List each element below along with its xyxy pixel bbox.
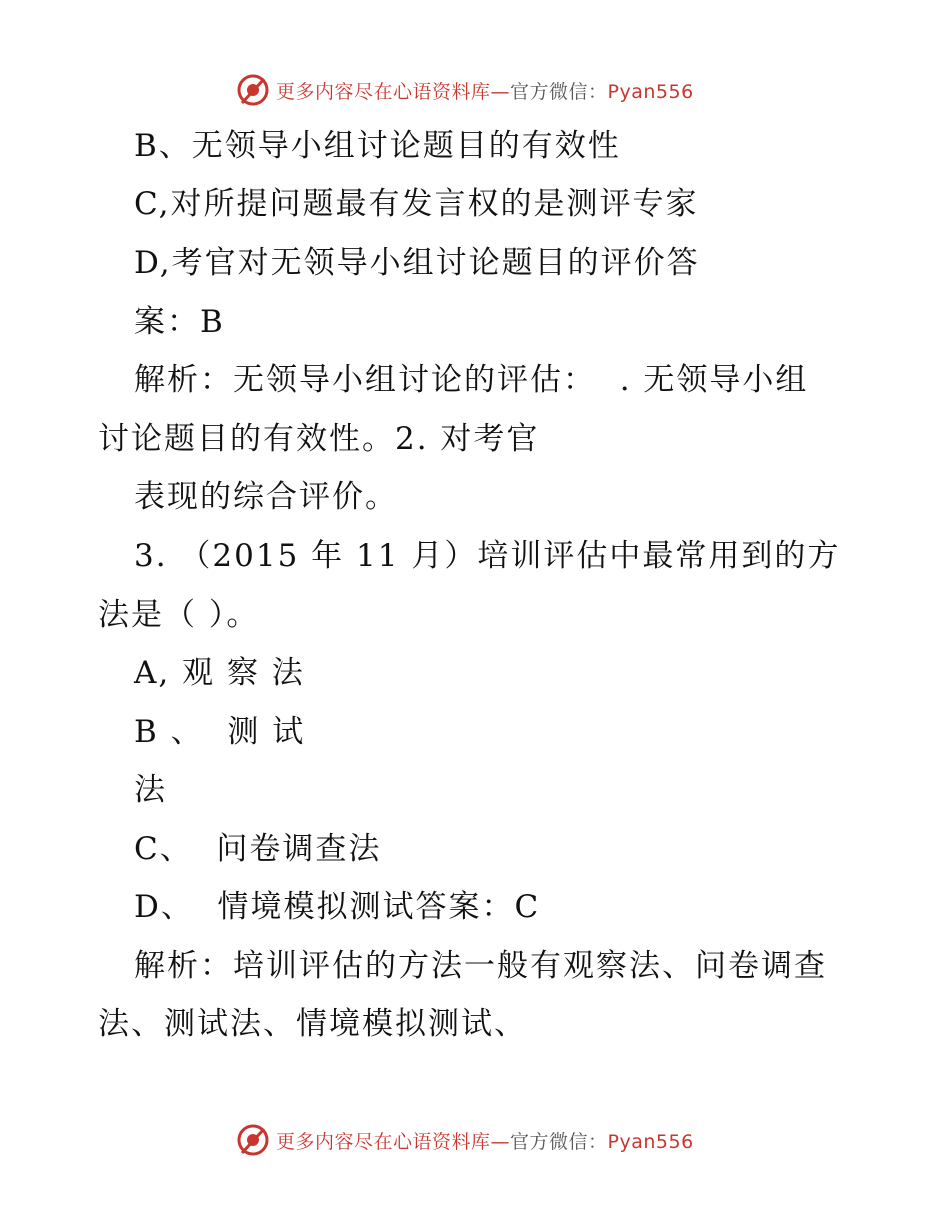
header-brand: 更多内容尽在心语资料库 — [276, 80, 491, 103]
text-line: B、无领导小组讨论题目的有效性 — [134, 128, 621, 164]
text-line: C、 问卷调查法 — [134, 831, 382, 867]
footer-dash: — — [490, 1130, 511, 1153]
text-line: 法 — [134, 772, 167, 808]
footer-wechat-id: Pyan556 — [607, 1130, 694, 1153]
header-dash: — — [490, 80, 511, 103]
text-line: 3. （2015 年 11 月）培训评估中最常用到的方 — [134, 538, 841, 574]
footer-watermark — [236, 1120, 694, 1160]
logo-icon — [236, 1123, 270, 1157]
text-line: B 、 测 试 — [134, 714, 306, 750]
header-wechat-label: 官方微信： — [510, 80, 608, 103]
text-line: 法、测试法、情境模拟测试、 — [98, 1006, 527, 1042]
text-line: 表现的综合评价。 — [134, 479, 398, 515]
text-line: A, 观 察 法 — [134, 655, 305, 691]
text-line: C,对所提问题最有发言权的是测评专家 — [134, 186, 699, 222]
footer-brand: 更多内容尽在心语资料库 — [276, 1130, 491, 1153]
text-line: 讨论题目的有效性。2. 对考官 — [98, 421, 540, 457]
footer-wechat-label: 官方微信： — [510, 1130, 608, 1153]
text-line: 法是（ ）。 — [98, 597, 260, 633]
text-line: D、 情境模拟测试答案：C — [134, 889, 541, 925]
text-line: 解析：无领导小组讨论的评估： . 无领导小组 — [134, 362, 809, 398]
logo-icon — [236, 73, 270, 107]
header-wechat-id: Pyan556 — [607, 80, 694, 103]
header-watermark — [236, 70, 694, 110]
text-line: D,考官对无领导小组讨论题目的评价答 — [134, 245, 700, 281]
text-line: 案：B — [134, 304, 225, 340]
text-line: 解析：培训评估的方法一般有观察法、问卷调查 — [134, 948, 827, 984]
